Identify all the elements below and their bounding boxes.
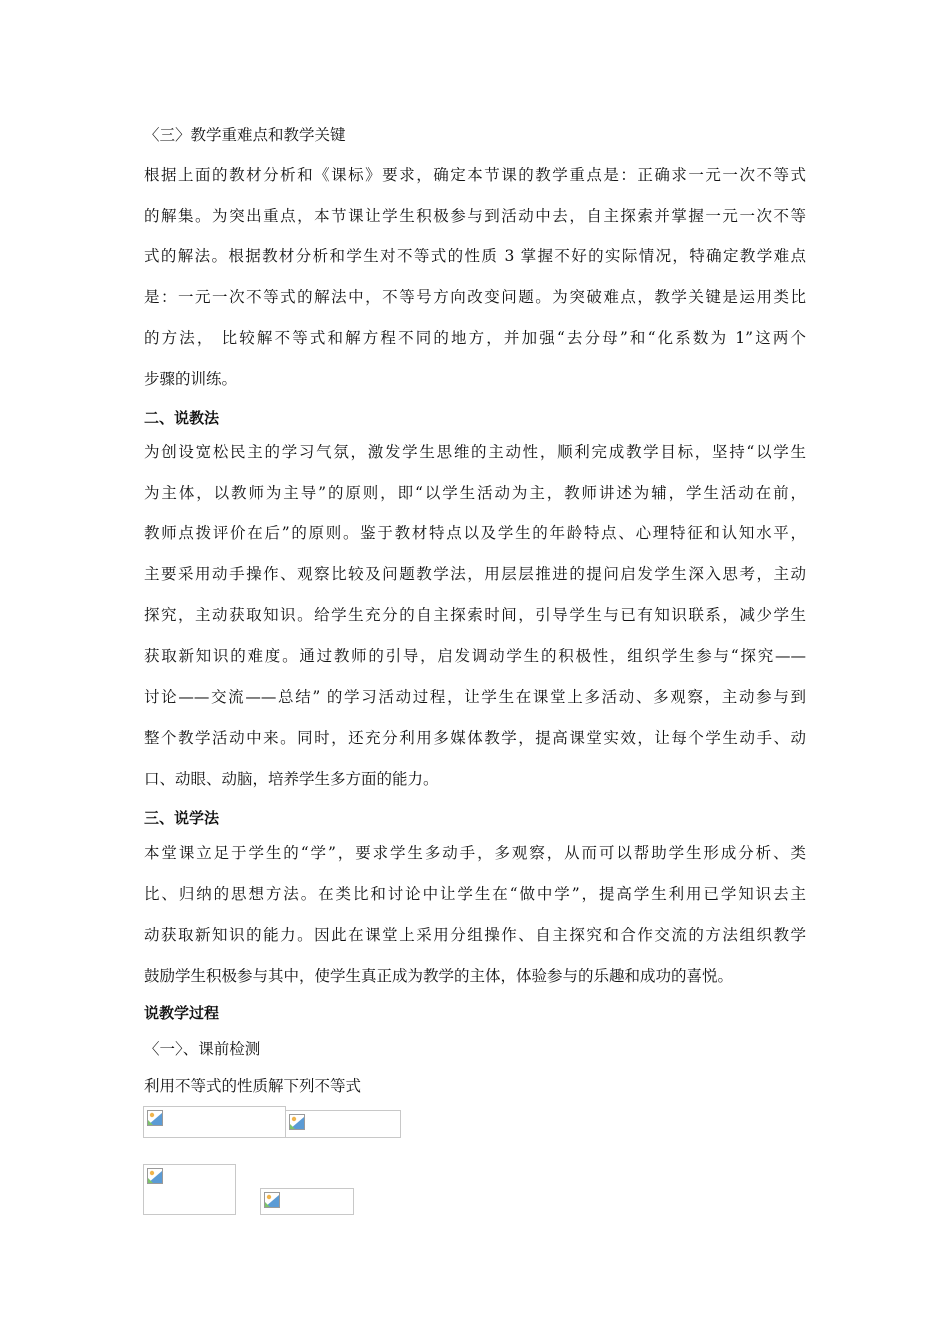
section-heading-teaching-process: 说教学过程 (144, 1004, 220, 1022)
paragraph-line: 是：一元一次不等式的解法中，不等号方向改变问题。为突破难点，教学关键是运用类比 (144, 288, 806, 306)
paragraph-line: 本堂课立足于学生的“学”，要求学生多动手，多观察，从而可以帮助学生形成分析、类 (144, 844, 806, 862)
paragraph-line: 式的解法。根据教材分析和学生对不等式的性质 3 掌握不好的实际情况，特确定教学难点 (144, 247, 806, 265)
paragraph-line: 为创设宽松民主的学习气氛，激发学生思维的主动性，顺利完成教学目标，坚持“以学生 (144, 443, 806, 461)
paragraph-line: 口、动眼、动脑，培养学生多方面的能力。 (144, 770, 439, 788)
paragraph-line: 动获取新知识的能力。因此在课堂上采用分组操作、自主探究和合作交流的方法组织教学 (144, 926, 806, 944)
broken-image-icon (147, 1110, 163, 1126)
paragraph-line: 整个教学活动中来。同时，还充分利用多媒体教学，提高课堂实效，让每个学生动手、动 (144, 729, 806, 747)
paragraph-line: 的解集。为突出重点，本节课让学生积极参与到活动中去，自主探索并掌握一元一次不等 (144, 207, 806, 225)
equation-image-2 (285, 1110, 401, 1138)
broken-image-icon (147, 1168, 163, 1184)
paragraph-line: 教师点拨评价在后”的原则。鉴于教材特点以及学生的年龄特点、心理特征和认知水平， (144, 524, 806, 542)
broken-image-icon (289, 1114, 305, 1130)
subsection-heading-pre-class-test: 〈一〉、课前检测 (144, 1040, 261, 1058)
paragraph-line: 根据上面的教材分析和《课标》要求，确定本节课的教学重点是：正确求一元一次不等式 (144, 166, 806, 184)
paragraph-line: 鼓励学生积极参与其中，使学生真正成为教学的主体，体验参与的乐趣和成功的喜悦。 (144, 967, 734, 985)
paragraph-line: 主要采用动手操作、观察比较及问题教学法，用层层推进的提问启发学生深入思考，主动 (144, 565, 806, 583)
paragraph-line: 比、归纳的思想方法。在类比和讨论中让学生在“做中学”，提高学生利用已学知识去主 (144, 885, 806, 903)
section-heading-teaching-method: 二、说教法 (144, 409, 220, 427)
paragraph-line: 的方法， 比较解不等式和解方程不同的地方，并加强“去分母”和“化系数为 1”这两个 (144, 329, 806, 347)
paragraph-line: 获取新知识的难度。通过教师的引导，启发调动学生的积极性，组织学生参与“探究—— (144, 647, 806, 665)
section-heading-key-points: 〈三〉教学重难点和教学关键 (144, 126, 346, 144)
paragraph-line: 为主体，以教师为主导”的原则，即“以学生活动为主，教师讲述为辅，学生活动在前， (144, 484, 806, 502)
paragraph-line: 步骤的训练。 (144, 370, 238, 388)
paragraph-line: 讨论——交流——总结” 的学习活动过程，让学生在课堂上多活动、多观察，主动参与到 (144, 688, 806, 706)
equation-image-1 (143, 1106, 286, 1138)
section-heading-learning-method: 三、说学法 (144, 809, 220, 827)
exercise-instruction: 利用不等式的性质解下列不等式 (144, 1077, 362, 1095)
broken-image-icon (264, 1192, 280, 1208)
equation-image-3 (143, 1164, 236, 1215)
paragraph-line: 探究，主动获取知识。给学生充分的自主探索时间，引导学生与已有知识联系，减少学生 (144, 606, 806, 624)
equation-image-4 (260, 1188, 354, 1215)
